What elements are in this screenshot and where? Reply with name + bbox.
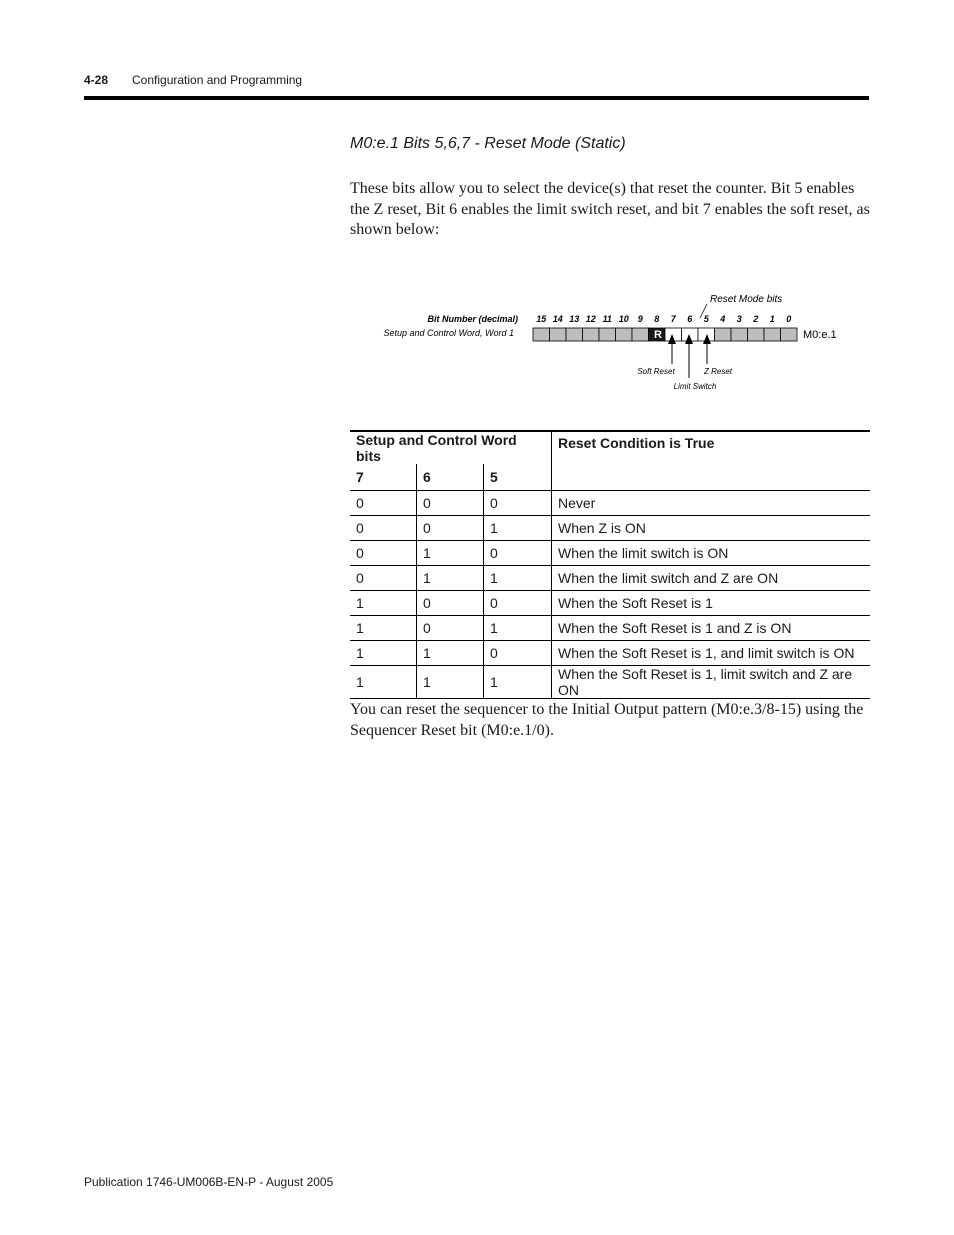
bit-number: 15	[536, 314, 547, 324]
bit-value-cell: 0	[350, 541, 417, 566]
table-row	[350, 516, 870, 541]
table-row	[350, 541, 870, 566]
limit-switch-label: Limit Switch	[673, 382, 717, 391]
condition-cell: When the Soft Reset is 1, and limit switch is ON	[552, 641, 871, 666]
bit-header-6: 6	[417, 464, 484, 491]
bit-value-cell: 1	[350, 616, 417, 641]
bit-number: 14	[552, 314, 563, 324]
bit-value-cell: 0	[417, 516, 484, 541]
reset-mode-label: Reset Mode bits	[710, 294, 783, 305]
bit-value-cell: 0	[484, 541, 552, 566]
section-title: Configuration and Programming	[132, 73, 303, 87]
bit-number: 12	[585, 314, 596, 324]
intro-paragraph: These bits allow you to select the device(s) that reset the counter. Bit 5 enables the Z reset, Bit 6 enables the limit switch reset, and bit 7 enables the soft reset, as shown below:	[350, 180, 870, 238]
z-reset-label: Z Reset	[703, 367, 733, 376]
condition-header: Reset Condition is True	[552, 431, 871, 491]
bit-value-cell: 1	[417, 666, 484, 699]
section-heading: M0:e.1 Bits 5,6,7 - Reset Mode (Static)	[350, 135, 626, 152]
bit-value-cell: 1	[350, 666, 417, 699]
bit-number: 9	[637, 314, 643, 324]
bit-number: 3	[736, 314, 742, 324]
reset-mode-bit-diagram	[370, 290, 850, 400]
bit-number: 10	[618, 314, 629, 324]
bit-number-label: Bit Number (decimal)	[427, 314, 518, 324]
bit-number: 7	[670, 314, 676, 324]
bit-cell	[748, 328, 765, 341]
closing-paragraph: You can reset the sequencer to the Initial Output pattern (M0:e.3/8-15) using the Sequencer Reset bit (M0:e.1/0).	[350, 701, 864, 739]
bit-number: 8	[654, 314, 660, 324]
bit-value-cell: 0	[350, 491, 417, 516]
bit-number: 4	[720, 314, 726, 324]
bit-cell	[599, 328, 616, 341]
bit-cell	[616, 328, 633, 341]
reset-condition-table	[350, 430, 870, 699]
bit-value-cell: 1	[484, 616, 552, 641]
bit-value-cell: 1	[417, 566, 484, 591]
condition-cell: When Z is ON	[552, 516, 871, 541]
page-header	[84, 73, 303, 87]
table-row	[350, 641, 870, 666]
condition-cell: When the Soft Reset is 1	[552, 591, 871, 616]
bit-header-5: 5	[484, 464, 552, 491]
bit-value-cell: 0	[417, 491, 484, 516]
bit-number: 2	[753, 314, 759, 324]
condition-cell: When the Soft Reset is 1, limit switch and Z are ON	[552, 666, 871, 699]
bit-number: 11	[602, 314, 612, 324]
condition-cell: Never	[552, 491, 871, 516]
bit-value-cell: 0	[417, 616, 484, 641]
table-row	[350, 491, 870, 516]
group-header: Setup and Control Word bits	[350, 431, 552, 464]
bit-cell	[550, 328, 567, 341]
soft-reset-label: Soft Reset	[637, 367, 675, 376]
table-row	[350, 566, 870, 591]
bit-cell	[781, 328, 798, 341]
page-number: 4-28	[84, 73, 109, 87]
bit-number: 0	[786, 314, 792, 324]
bit-cell	[566, 328, 583, 341]
bit-value-cell: 0	[350, 566, 417, 591]
bit-number: 6	[687, 314, 693, 324]
table-row	[350, 616, 870, 641]
bit-value-cell: 0	[484, 641, 552, 666]
bit-value-cell: 1	[417, 541, 484, 566]
condition-cell: When the limit switch and Z are ON	[552, 566, 871, 591]
bit-value-cell: 0	[417, 591, 484, 616]
bit-value-cell: 1	[484, 566, 552, 591]
bit-value-cell: 0	[350, 516, 417, 541]
reserved-marker: R	[654, 329, 662, 341]
table-row	[350, 666, 870, 699]
bit-value-cell: 1	[350, 641, 417, 666]
address-label: M0:e.1	[803, 329, 837, 341]
bit-cell	[731, 328, 748, 341]
bit-value-cell: 1	[484, 666, 552, 699]
header-rule	[84, 96, 869, 100]
bit-cell	[715, 328, 732, 341]
page-footer: Publication 1746-UM006B-EN-P - August 2005	[84, 1175, 334, 1189]
bit-header-7: 7	[350, 464, 417, 491]
bit-value-cell: 0	[484, 491, 552, 516]
bit-value-cell: 1	[417, 641, 484, 666]
word-label: Setup and Control Word, Word 1	[383, 328, 514, 338]
bit-cell	[764, 328, 781, 341]
bit-cell	[533, 328, 550, 341]
bit-value-cell: 1	[350, 591, 417, 616]
condition-cell: When the limit switch is ON	[552, 541, 871, 566]
bit-cell	[632, 328, 649, 341]
table-row	[350, 591, 870, 616]
bit-number: 1	[769, 314, 775, 324]
bit-value-cell: 1	[484, 516, 552, 541]
bit-number: 13	[569, 314, 580, 324]
condition-cell: When the Soft Reset is 1 and Z is ON	[552, 616, 871, 641]
bit-value-cell: 0	[484, 591, 552, 616]
bit-cell	[583, 328, 600, 341]
bit-number: 5	[703, 314, 709, 324]
